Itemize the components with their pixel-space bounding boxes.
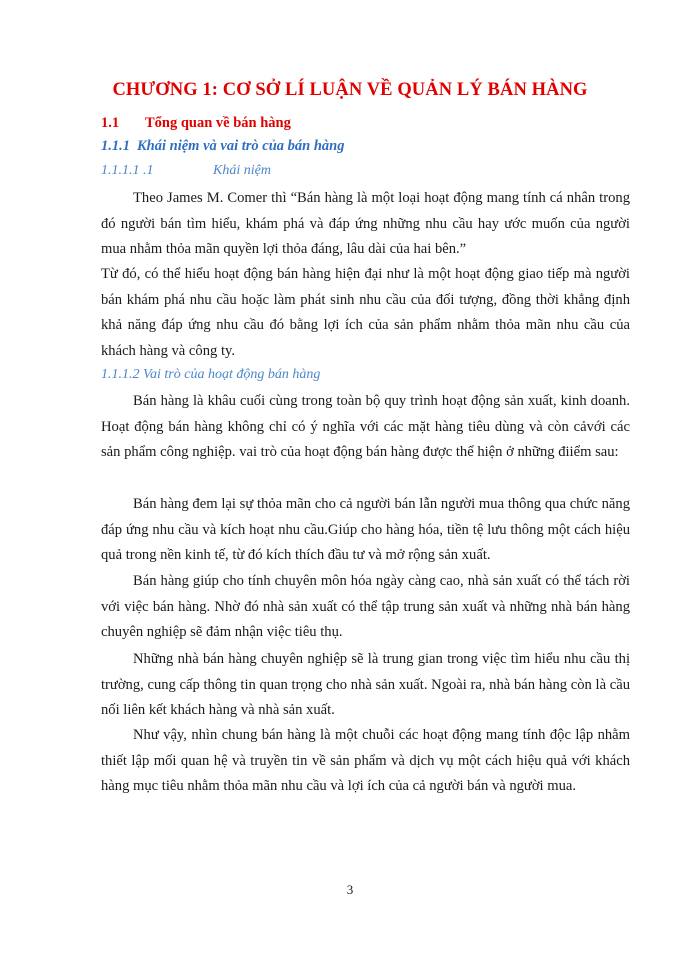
- section-title: Tổng quan về bán hàng: [145, 115, 291, 131]
- paragraph-role-intermediary: Những nhà bán hàng chuyên nghiệp sẽ là trung gian trong việc tìm hiểu nhu cầu thị trường, cung cấp thông tin quan trọng cho nhà sản xuất. Ngoài ra, nhà bán hàng còn là cầu nối liên kết khách hàng và nhà sản xuất.: [101, 651, 630, 719]
- paragraph-definition-quote: Theo James M. Comer thì “Bán hàng là một loại hoạt động mang tính cá nhân trong đó người bán tìm hiểu, khám phá và đáp ứng những nhu cầu hay ước muốn của người mua nhằm thỏa mãn quyền lợi thỏa đáng, lâu dài của hai bên.”: [101, 190, 630, 258]
- paragraph-role-specialization: Bán hàng giúp cho tính chuyên môn hóa ngày càng cao, nhà sản xuất có thể tách rời với việc bán hàng. Nhờ đó nhà sản xuất có thể tập trung sản xuất và những nhà bán hàng chuyên nghiệp sẽ đảm nhận việc tiêu thụ.: [101, 573, 630, 641]
- paragraph-role-satisfaction: Bán hàng đem lại sự thỏa mãn cho cả người bán lẫn người mua thông qua chức năng đáp ứng nhu cầu và kích hoạt nhu cầu.Giúp cho hàng hóa, tiền tệ lưu thông một cách hiệu quả trong nền kinh tế, từ đó kích thích đầu tư và mở rộng sản xuất.: [101, 496, 630, 564]
- paragraph-role-intro: Bán hàng là khâu cuối cùng trong toàn bộ quy trình hoạt động sản xuất, kinh doanh. Hoạt động bán hàng không chỉ có ý nghĩa với các mặt hàng tiêu dùng và còn cảvới các sản phẩm công nghiệp. vai trò của hoạt động bán hàng được thể hiện ở những điiểm sau:: [101, 393, 630, 461]
- subsubsection-heading-role: 1.1.1.2 Vai trò của hoạt động bán hàng: [101, 367, 321, 382]
- section-heading: [101, 115, 291, 132]
- subsection-title: Khái niệm và vai trò của bán hàng: [137, 138, 345, 154]
- section-number: 1.1: [101, 115, 120, 131]
- paragraph-definition-modern: Từ đó, có thể hiểu hoạt động bán hàng hiện đại như là một hoạt động giao tiếp mà người bán khám phá nhu cầu hoặc làm phát sinh nhu cầu của đối tượng, đồng thời khẳng định khả năng đáp ứng nhu cầu đó bằng lợi ích của sản phẩm nhằm thỏa mãn nhu cầu của khách hàng và công ty.: [101, 266, 630, 359]
- chapter-title: CHƯƠNG 1: CƠ SỞ LÍ LUẬN VỀ QUẢN LÝ BÁN HÀNG: [112, 80, 588, 100]
- subsubsection-number: 1.1.1.1 .1: [101, 163, 154, 178]
- page-number: 3: [346, 882, 354, 897]
- subsection-number: 1.1.1: [101, 138, 130, 154]
- paragraph-role-summary: Như vậy, nhìn chung bán hàng là một chuỗi các hoạt động mang tính độc lập nhằm thiết lập mối quan hệ và truyền tin về sản phẩm và dịch vụ một cách hiệu quả với khách hàng mục tiêu nhằm thỏa mãn nhu cầu và lợi ích của cả người bán và người mua.: [101, 727, 630, 795]
- subsection-heading: [101, 138, 344, 155]
- subsubsection-title: Khái niệm: [213, 163, 271, 178]
- subsubsection-heading-definition: [101, 163, 271, 179]
